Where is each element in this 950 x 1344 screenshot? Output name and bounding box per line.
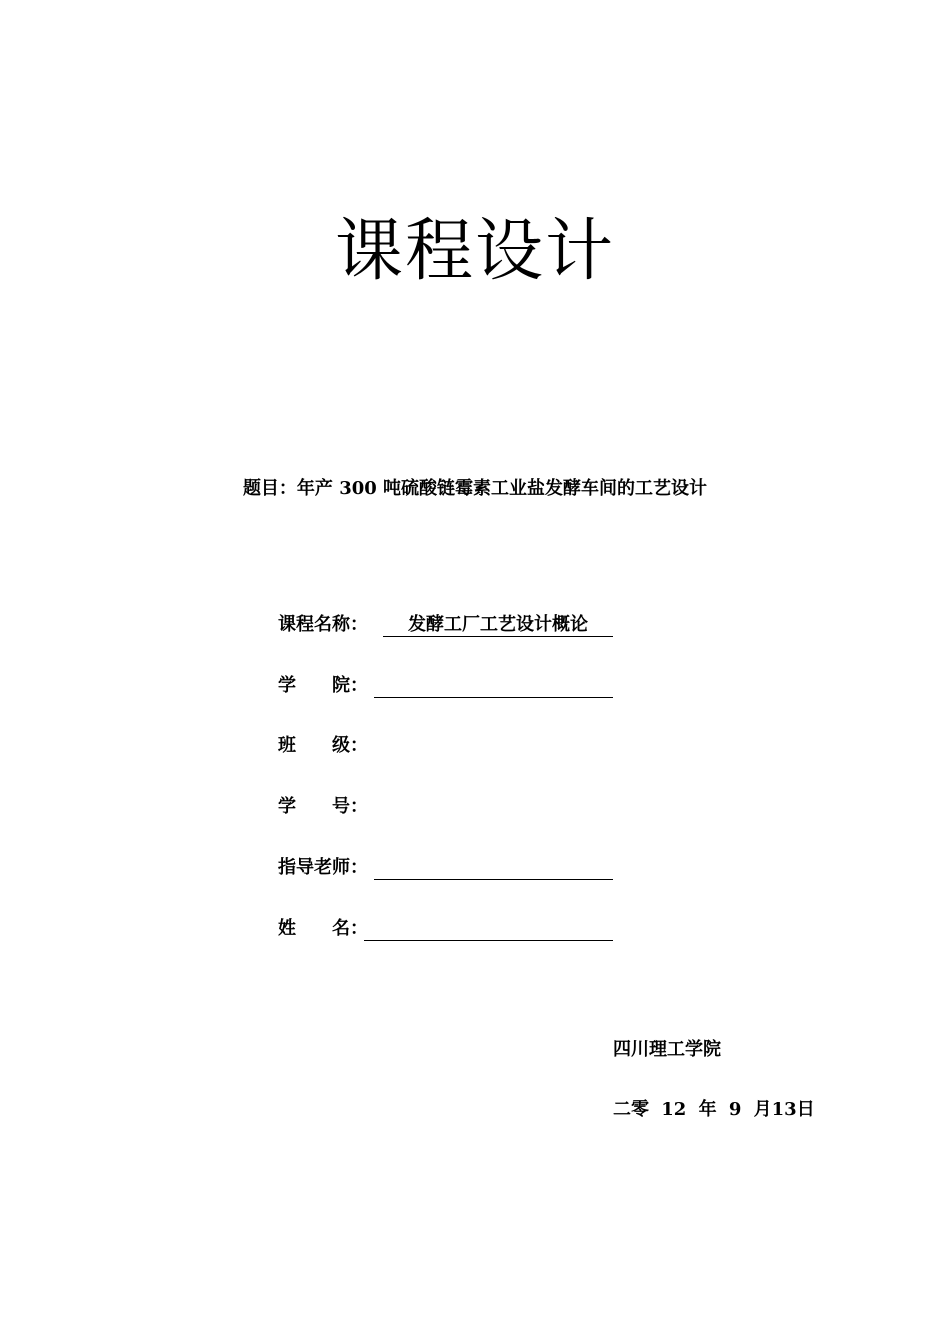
course-name-label: 课程名称：: [278, 614, 368, 635]
name-value-line: [364, 916, 613, 941]
student-id-value: [374, 794, 613, 818]
class-label: 班 级：: [278, 735, 368, 756]
college-label: 学 院：: [278, 675, 368, 696]
advisor-value-line: [374, 855, 613, 880]
advisor-row: [278, 855, 368, 881]
school-name: 四川理工学院: [613, 1039, 721, 1060]
date-line: 二零 12 年 9 月13日: [613, 1099, 815, 1120]
advisor-label: 指导老师：: [278, 857, 368, 878]
subject-line: 题目：年产 300 吨硫酸链霉素工业盐发酵车间的工艺设计: [242, 478, 708, 499]
main-title: 课程设计: [334, 212, 615, 291]
college-value-line: [374, 673, 613, 698]
name-row: [278, 916, 368, 942]
student-id-label: 学 号：: [278, 796, 368, 817]
name-label: 姓 名：: [278, 918, 368, 939]
student-id-row: [278, 794, 368, 820]
college-row: [278, 673, 368, 699]
course-name-row: [278, 612, 588, 638]
class-row: [278, 733, 368, 759]
class-value: [374, 733, 613, 757]
course-name-value: 发酵工厂工艺设计概论: [383, 612, 613, 637]
